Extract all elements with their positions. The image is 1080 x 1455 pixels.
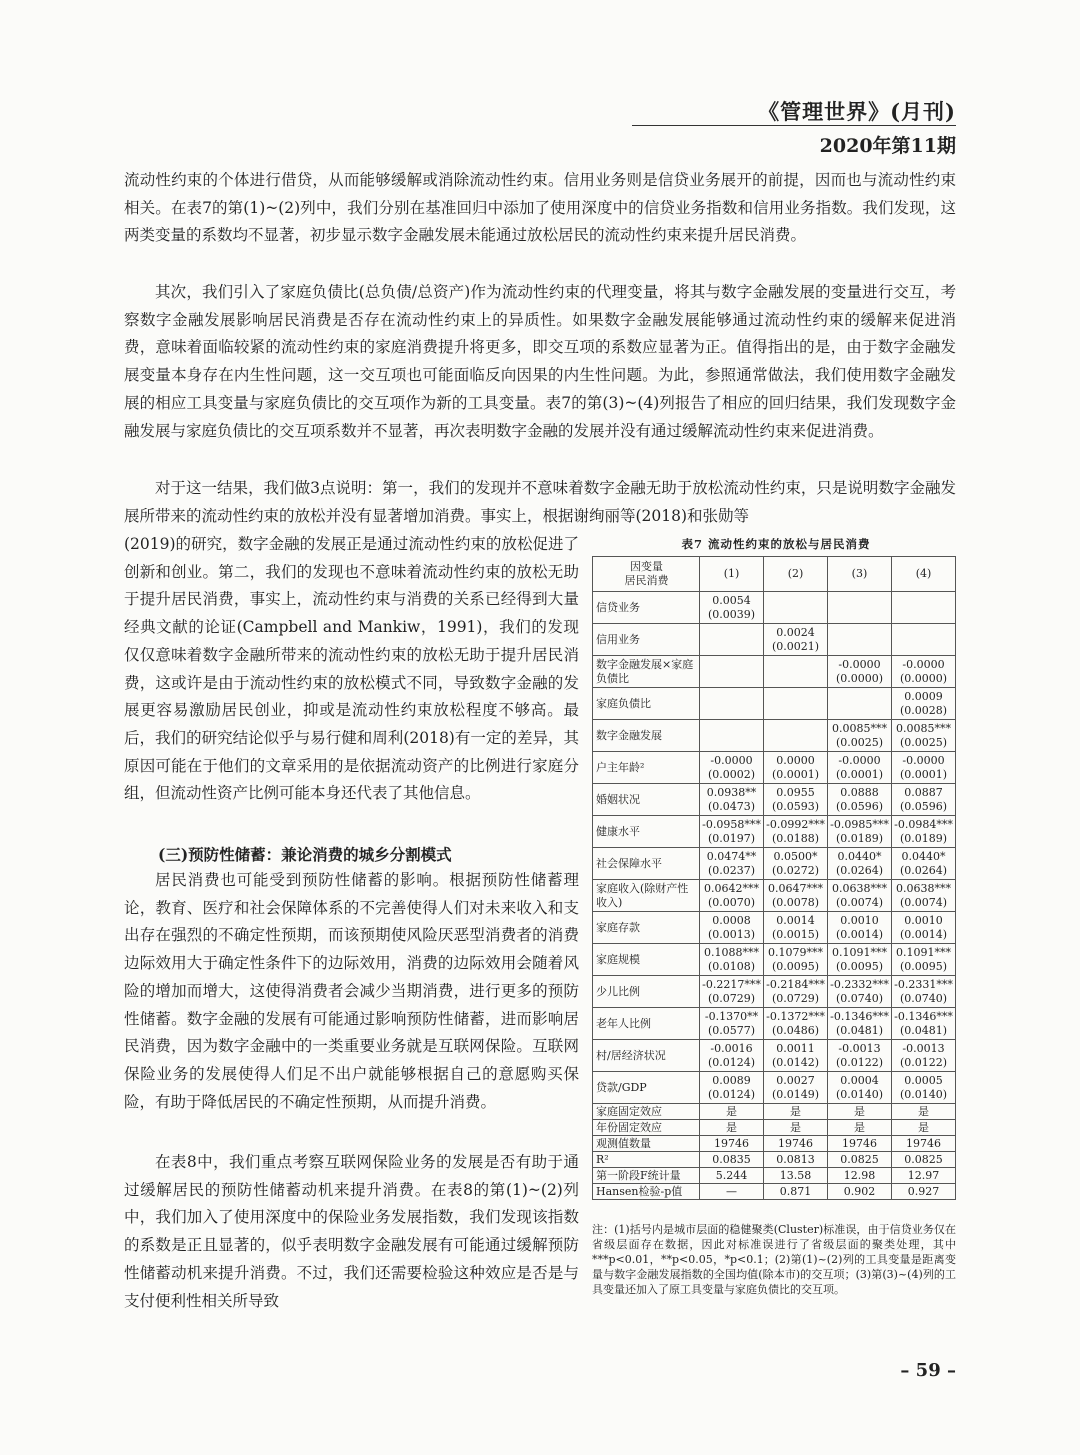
table-cell (764, 1008, 828, 1040)
coef-value: 0.0638*** (895, 881, 951, 895)
table-cell (827, 592, 891, 624)
se-value: (0.0264) (899, 863, 948, 877)
coef-value: -0.0000 (838, 753, 881, 767)
table-row (593, 1072, 956, 1104)
coef-value: -0.0992*** (766, 817, 825, 831)
col-header: (4) (891, 557, 955, 592)
issue-label: 2020年第11期 (819, 135, 956, 157)
se-value: (0.0237) (707, 863, 756, 877)
se-value: (0.0025) (835, 735, 884, 749)
se-value: (0.0149) (771, 1087, 820, 1101)
stat-value: 是 (764, 1120, 828, 1136)
se-value: (0.0122) (899, 1055, 948, 1069)
stat-value: 19746 (764, 1136, 828, 1152)
row-label: 数字金融发展×家庭负债比 (593, 656, 700, 688)
coef-value: -0.0985*** (830, 817, 889, 831)
coef-value: 0.0011 (776, 1041, 815, 1055)
stat-label: 观测值数量 (593, 1136, 700, 1152)
coef-value: 0.1088*** (704, 945, 759, 959)
coef-value: -0.0016 (710, 1041, 753, 1055)
se-value: (0.0028) (899, 703, 948, 717)
stat-value: 0.0835 (700, 1152, 764, 1168)
table-cell (891, 752, 955, 784)
coef-value: 0.1091*** (895, 945, 951, 959)
stat-value: 0.0825 (891, 1152, 955, 1168)
table-cell (764, 592, 828, 624)
se-value: (0.0108) (707, 959, 756, 973)
table-cell (700, 1072, 764, 1104)
paragraph-1: 流动性约束的个体进行借贷，从而能够缓解或消除流动性约束。信用业务则是信贷业务展开的前提，因而也与流动性约束相关。在表7的第(1)~(2)列中，我们分别在基准回归中添加了使用深度中的信贷业务指数和信用业务指数。我们发现，这两类变量的系数均不显著，初步显示数字金融发展未能通过放松居民的流动性约束来提升居民消费。 (124, 171, 956, 245)
coef-value: -0.2331*** (894, 977, 953, 991)
stat-value: — (700, 1184, 764, 1200)
table-cell (827, 688, 891, 720)
coef-value: 0.1079*** (767, 945, 823, 959)
row-label: 健康水平 (593, 816, 700, 848)
row-label: 信贷业务 (593, 592, 700, 624)
coef-value: 0.1091*** (831, 945, 887, 959)
table-cell (827, 976, 891, 1008)
coef-value: 0.0888 (840, 785, 879, 799)
table-cell (764, 912, 828, 944)
se-value: (0.0025) (899, 735, 948, 749)
se-value: (0.0074) (835, 895, 884, 909)
coef-value: -0.2217*** (702, 977, 761, 991)
paragraph-3-cont: (2019)的研究，数字金融的发展正是通过流动性约束的放松促进了创新和创业。第二，我们的发现也不意味着流动性约束的放松无助于提升居民消费，事实上，流动性约束与消费的关系已经得到大量经典文献的论证(Campbell and Mankiw，1991)，我们的发现仅仅意味着数字金融所带来的流动性约束的放松无助于提升居民消费，这或许是由于流动性约束的放松模式不同，导致数字金融的发展更容易激励居民创业，抑或是流动性约束放松程度不够高。最后，我们的研究结论似乎与易行健和周利(2018)有一定的差异，其原因可能在于他们的文章采用的是依据流动资产的比例进行家庭分组，但流动性资产比例可能本身还代表了其他信息。 (124, 535, 579, 803)
se-value: (0.0140) (835, 1087, 884, 1101)
coef-value: 0.0955 (776, 785, 815, 799)
table-row (593, 720, 956, 752)
table-cell (764, 1072, 828, 1104)
table-cell (827, 656, 891, 688)
table-cell (764, 880, 828, 912)
table-cell (764, 784, 828, 816)
coef-value: 0.0440* (837, 849, 882, 863)
coef-value: -0.0013 (838, 1041, 881, 1055)
se-value: (0.0095) (835, 959, 884, 973)
se-value: (0.0015) (771, 927, 820, 941)
dep-var-cell (593, 557, 700, 592)
stat-value: 0.0813 (764, 1152, 828, 1168)
se-value: (0.0124) (707, 1087, 756, 1101)
table-row (593, 784, 956, 816)
table-row (593, 688, 956, 720)
table-cell (827, 912, 891, 944)
table-cell (827, 720, 891, 752)
table-cell (700, 1040, 764, 1072)
table-cell (700, 688, 764, 720)
row-label: 家庭存款 (593, 912, 700, 944)
table-caption: 表7 流动性约束的放松与居民消费 (681, 537, 871, 551)
se-value: (0.0593) (771, 799, 820, 813)
table-cell (827, 1008, 891, 1040)
table-cell (700, 656, 764, 688)
table-row (593, 1040, 956, 1072)
table-row (593, 592, 956, 624)
se-value: (0.0197) (707, 831, 756, 845)
stat-value: 是 (700, 1120, 764, 1136)
coef-value: 0.0010 (904, 913, 943, 927)
table-cell (700, 944, 764, 976)
table-row (593, 1008, 956, 1040)
stat-value: 是 (891, 1120, 955, 1136)
stat-value: 是 (891, 1104, 955, 1120)
se-value: (0.0002) (707, 767, 756, 781)
table-cell (764, 848, 828, 880)
coef-value: 0.0647*** (767, 881, 823, 895)
coef-value: 0.0024 (776, 625, 815, 639)
coef-value: 0.0938** (706, 785, 757, 799)
se-value: (0.0740) (899, 991, 948, 1005)
stat-label: 年份固定效应 (593, 1120, 700, 1136)
coef-value: 0.0014 (776, 913, 815, 927)
table-row (593, 880, 956, 912)
coef-value: -0.2184*** (766, 977, 825, 991)
table-cell (764, 752, 828, 784)
col-header: (2) (764, 557, 828, 592)
table-cell (700, 816, 764, 848)
table-cell (827, 816, 891, 848)
se-value: (0.0014) (835, 927, 884, 941)
coef-value: -0.1346*** (894, 1009, 953, 1023)
row-label: 社会保障水平 (593, 848, 700, 880)
se-value: (0.0095) (771, 959, 820, 973)
coef-value: -0.0000 (902, 657, 945, 671)
se-value: (0.0001) (899, 767, 948, 781)
se-value: (0.0729) (771, 991, 820, 1005)
table-row (593, 944, 956, 976)
table-cell (764, 816, 828, 848)
table-cell (764, 688, 828, 720)
regression-table (592, 556, 956, 1200)
coef-value: 0.0085*** (831, 721, 887, 735)
table-cell (700, 976, 764, 1008)
table-cell (764, 976, 828, 1008)
table-cell (700, 784, 764, 816)
se-value: (0.0729) (707, 991, 756, 1005)
coef-value: -0.0000 (902, 753, 945, 767)
stats-row (593, 1168, 956, 1184)
table-row (593, 816, 956, 848)
table-cell (891, 656, 955, 688)
table-cell (827, 1072, 891, 1104)
row-label: 老年人比例 (593, 1008, 700, 1040)
stats-row (593, 1184, 956, 1200)
row-label: 少儿比例 (593, 976, 700, 1008)
stats-row (593, 1136, 956, 1152)
se-value: (0.0001) (771, 767, 820, 781)
table-cell (827, 624, 891, 656)
coef-value: 0.0638*** (831, 881, 887, 895)
stats-row (593, 1104, 956, 1120)
stat-value: 0.927 (891, 1184, 955, 1200)
table-cell (764, 1040, 828, 1072)
stat-value: 19746 (700, 1136, 764, 1152)
coef-value: -0.0013 (902, 1041, 945, 1055)
table-row (593, 656, 956, 688)
se-value: (0.0095) (899, 959, 948, 973)
stat-label: R² (593, 1152, 700, 1168)
page-number: – 59 – (900, 1360, 956, 1381)
table-cell (764, 944, 828, 976)
table-cell (700, 1008, 764, 1040)
row-label: 信用业务 (593, 624, 700, 656)
table-row (593, 976, 956, 1008)
table-cell (891, 912, 955, 944)
table-row (593, 848, 956, 880)
stat-value: 0.871 (764, 1184, 828, 1200)
stat-value: 12.98 (827, 1168, 891, 1184)
se-value: (0.0021) (771, 639, 820, 653)
table-cell (827, 1040, 891, 1072)
stat-value: 是 (764, 1104, 828, 1120)
row-label: 村/居经济状况 (593, 1040, 700, 1072)
stat-value: 13.58 (764, 1168, 828, 1184)
table-header-row (593, 557, 956, 592)
row-label: 婚姻状况 (593, 784, 700, 816)
section-heading: (三)预防性储蓄：兼论消费的城乡分割模式 (158, 845, 452, 864)
table-cell (891, 880, 955, 912)
se-value: (0.0013) (707, 927, 756, 941)
se-value: (0.0740) (835, 991, 884, 1005)
header-rule (632, 125, 956, 126)
coef-value: 0.0005 (904, 1073, 943, 1087)
row-label: 贷款/GDP (593, 1072, 700, 1104)
stat-label: 家庭固定效应 (593, 1104, 700, 1120)
coef-value: 0.0008 (712, 913, 751, 927)
se-value: (0.0014) (899, 927, 948, 941)
coef-value: -0.0000 (710, 753, 753, 767)
table-cell (827, 848, 891, 880)
table-cell (891, 720, 955, 752)
table-cell (827, 784, 891, 816)
coef-value: 0.0887 (904, 785, 943, 799)
table-cell (891, 1008, 955, 1040)
se-value: (0.0074) (899, 895, 948, 909)
se-value: (0.0486) (771, 1023, 820, 1037)
table-row (593, 752, 956, 784)
table-cell (827, 880, 891, 912)
se-value: (0.0264) (835, 863, 884, 877)
se-value: (0.0124) (707, 1055, 756, 1069)
se-value: (0.0596) (835, 799, 884, 813)
paragraph-4: 居民消费也可能受到预防性储蓄的影响。根据预防性储蓄理论，教育、医疗和社会保障体系的不完善使得人们对未来收入和支出存在强烈的不确定性预期，而该预期使风险厌恶型消费者的消费边际效用大于确定性条件下的边际效用，消费的边际效用会随着风险的增加而增大，这使得消费者会减少当期消费，进行更多的预防性储蓄。数字金融的发展有可能通过影响预防性储蓄，进而影响居民消费，因为数字金融中的一类重要业务就是互联网保险。互联网保险业务的发展使得人们足不出户就能够根据自己的意愿购买保险，有助于降低居民的不确定性预期，从而提升消费。 (124, 871, 579, 1111)
coef-value: 0.0440* (901, 849, 946, 863)
coef-value: -0.2332*** (830, 977, 889, 991)
se-value: (0.0070) (707, 895, 756, 909)
stat-label: 第一阶段F统计量 (593, 1168, 700, 1184)
table-cell (700, 912, 764, 944)
se-value: (0.0596) (899, 799, 948, 813)
row-label: 家庭负债比 (593, 688, 700, 720)
stat-value: 19746 (891, 1136, 955, 1152)
se-value: (0.0039) (707, 607, 756, 621)
coef-value: -0.0000 (838, 657, 881, 671)
row-label: 数字金融发展 (593, 720, 700, 752)
coef-value: 0.0500* (773, 849, 818, 863)
table-cell (891, 848, 955, 880)
se-value: (0.0000) (899, 671, 948, 685)
coef-value: 0.0000 (776, 753, 815, 767)
coef-value: 0.0009 (904, 689, 943, 703)
se-value: (0.0189) (835, 831, 884, 845)
coef-value: -0.1372*** (766, 1009, 825, 1023)
table-cell (891, 816, 955, 848)
table-cell (891, 624, 955, 656)
coef-value: 0.0054 (712, 593, 751, 607)
se-value: (0.0577) (707, 1023, 756, 1037)
se-value: (0.0272) (771, 863, 820, 877)
col-header: (1) (700, 557, 764, 592)
table-cell (700, 592, 764, 624)
table-cell (891, 1072, 955, 1104)
coef-value: -0.0984*** (894, 817, 953, 831)
table-cell (891, 688, 955, 720)
stats-row (593, 1120, 956, 1136)
se-value: (0.0473) (707, 799, 756, 813)
table-cell (827, 752, 891, 784)
se-value: (0.0481) (835, 1023, 884, 1037)
coef-value: 0.0642*** (704, 881, 759, 895)
dep-var-line1: 因变量 (630, 560, 663, 573)
table-cell (700, 848, 764, 880)
row-label: 家庭收入(除财产性收入) (593, 880, 700, 912)
coef-value: 0.0089 (712, 1073, 751, 1087)
table-cell (891, 976, 955, 1008)
coef-value: -0.1370** (704, 1009, 759, 1023)
coef-value: 0.0474** (706, 849, 757, 863)
se-value: (0.0481) (899, 1023, 948, 1037)
stat-value: 0.902 (827, 1184, 891, 1200)
se-value: (0.0142) (771, 1055, 820, 1069)
table-cell (891, 1040, 955, 1072)
table-cell (700, 720, 764, 752)
se-value: (0.0078) (771, 895, 820, 909)
stat-value: 5.244 (700, 1168, 764, 1184)
table-cell (891, 944, 955, 976)
journal-title: 《管理世界》(月刊) (758, 99, 956, 124)
stat-value: 是 (827, 1120, 891, 1136)
se-value: (0.0188) (771, 831, 820, 845)
table-cell (764, 656, 828, 688)
table-cell (891, 592, 955, 624)
paragraph-3-start: 对于这一结果，我们做3点说明：第一，我们的发现并不意味着数字金融无助于放松流动性约束，只是说明数字金融发展所带来的流动性约束的放松并没有显著增加消费。事实上，根据谢绚丽等(2018)和张勋等 (124, 479, 956, 525)
stat-label: Hansen检验-p值 (593, 1184, 700, 1200)
se-value: (0.0001) (835, 767, 884, 781)
se-value: (0.0000) (835, 671, 884, 685)
se-value: (0.0122) (835, 1055, 884, 1069)
table-row (593, 624, 956, 656)
stat-value: 12.97 (891, 1168, 955, 1184)
table-cell (764, 624, 828, 656)
stats-row (593, 1152, 956, 1168)
table-cell (700, 880, 764, 912)
stat-value: 19746 (827, 1136, 891, 1152)
table-cell (764, 720, 828, 752)
coef-value: -0.1346*** (830, 1009, 889, 1023)
table-row (593, 912, 956, 944)
row-label: 家庭规模 (593, 944, 700, 976)
row-label: 户主年龄² (593, 752, 700, 784)
paragraph-2: 其次，我们引入了家庭负债比(总负债/总资产)作为流动性约束的代理变量，将其与数字金融发展的变量进行交互，考察数字金融发展影响居民消费是否存在流动性约束上的异质性。如果数字金融发展能够通过流动性约束的缓解来促进消费，意味着面临较紧的流动性约束的家庭消费提升将更多，即交互项的系数应显著为正。值得指出的是，由于数字金融发展变量本身存在内生性问题，这一交互项也可能面临反向因果的内生性问题。为此，参照通常做法，我们使用数字金融发展的相应工具变量与家庭负债比的交互项作为新的工具变量。表7的第(3)~(4)列报告了相应的回归结果，我们发现数字金融发展与家庭负债比的交互项系数并不显著，再次表明数字金融的发展并没有通过缓解流动性约束来促进消费。 (124, 283, 956, 440)
stat-value: 是 (700, 1104, 764, 1120)
table-cell (891, 784, 955, 816)
se-value: (0.0189) (899, 831, 948, 845)
coef-value: -0.0958*** (702, 817, 761, 831)
dep-var-line2: 居民消费 (624, 574, 669, 587)
coef-value: 0.0004 (840, 1073, 879, 1087)
coef-value: 0.0085*** (895, 721, 951, 735)
table-cell (827, 944, 891, 976)
table-cell (700, 624, 764, 656)
col-header: (3) (827, 557, 891, 592)
stat-value: 是 (827, 1104, 891, 1120)
paragraph-5: 在表8中，我们重点考察互联网保险业务的发展是否有助于通过缓解居民的预防性储蓄动机来提升消费。在表8的第(1)~(2)列中，我们加入了使用深度中的保险业务发展指数，我们发现该指数的系数是正且显著的，似乎表明数字金融发展有可能通过缓解预防性储蓄动机来提升消费。不过，我们还需要检验这种效应是否是与支付便利性相关所导致 (124, 1153, 579, 1310)
table-note: 注：(1)括号内是城市层面的稳健聚类(Cluster)标准误，由于信贷业务仅在省级层面存在数据，因此对标准误进行了省级层面的聚类处理，其中***p<0.01，**p<0.05，*p<0.1；(2)第(1)~(2)列的工具变量是距离变量与数字金融发展指数的全国均值(除本市)的交互项；(3)第(3)~(4)列的工具变量还加入了原工具变量与家庭负债比的交互项。 (592, 1223, 956, 1296)
se-value: (0.0140) (899, 1087, 948, 1101)
coef-value: 0.0010 (840, 913, 879, 927)
stat-value: 0.0825 (827, 1152, 891, 1168)
coef-value: 0.0027 (776, 1073, 815, 1087)
table-cell (700, 752, 764, 784)
